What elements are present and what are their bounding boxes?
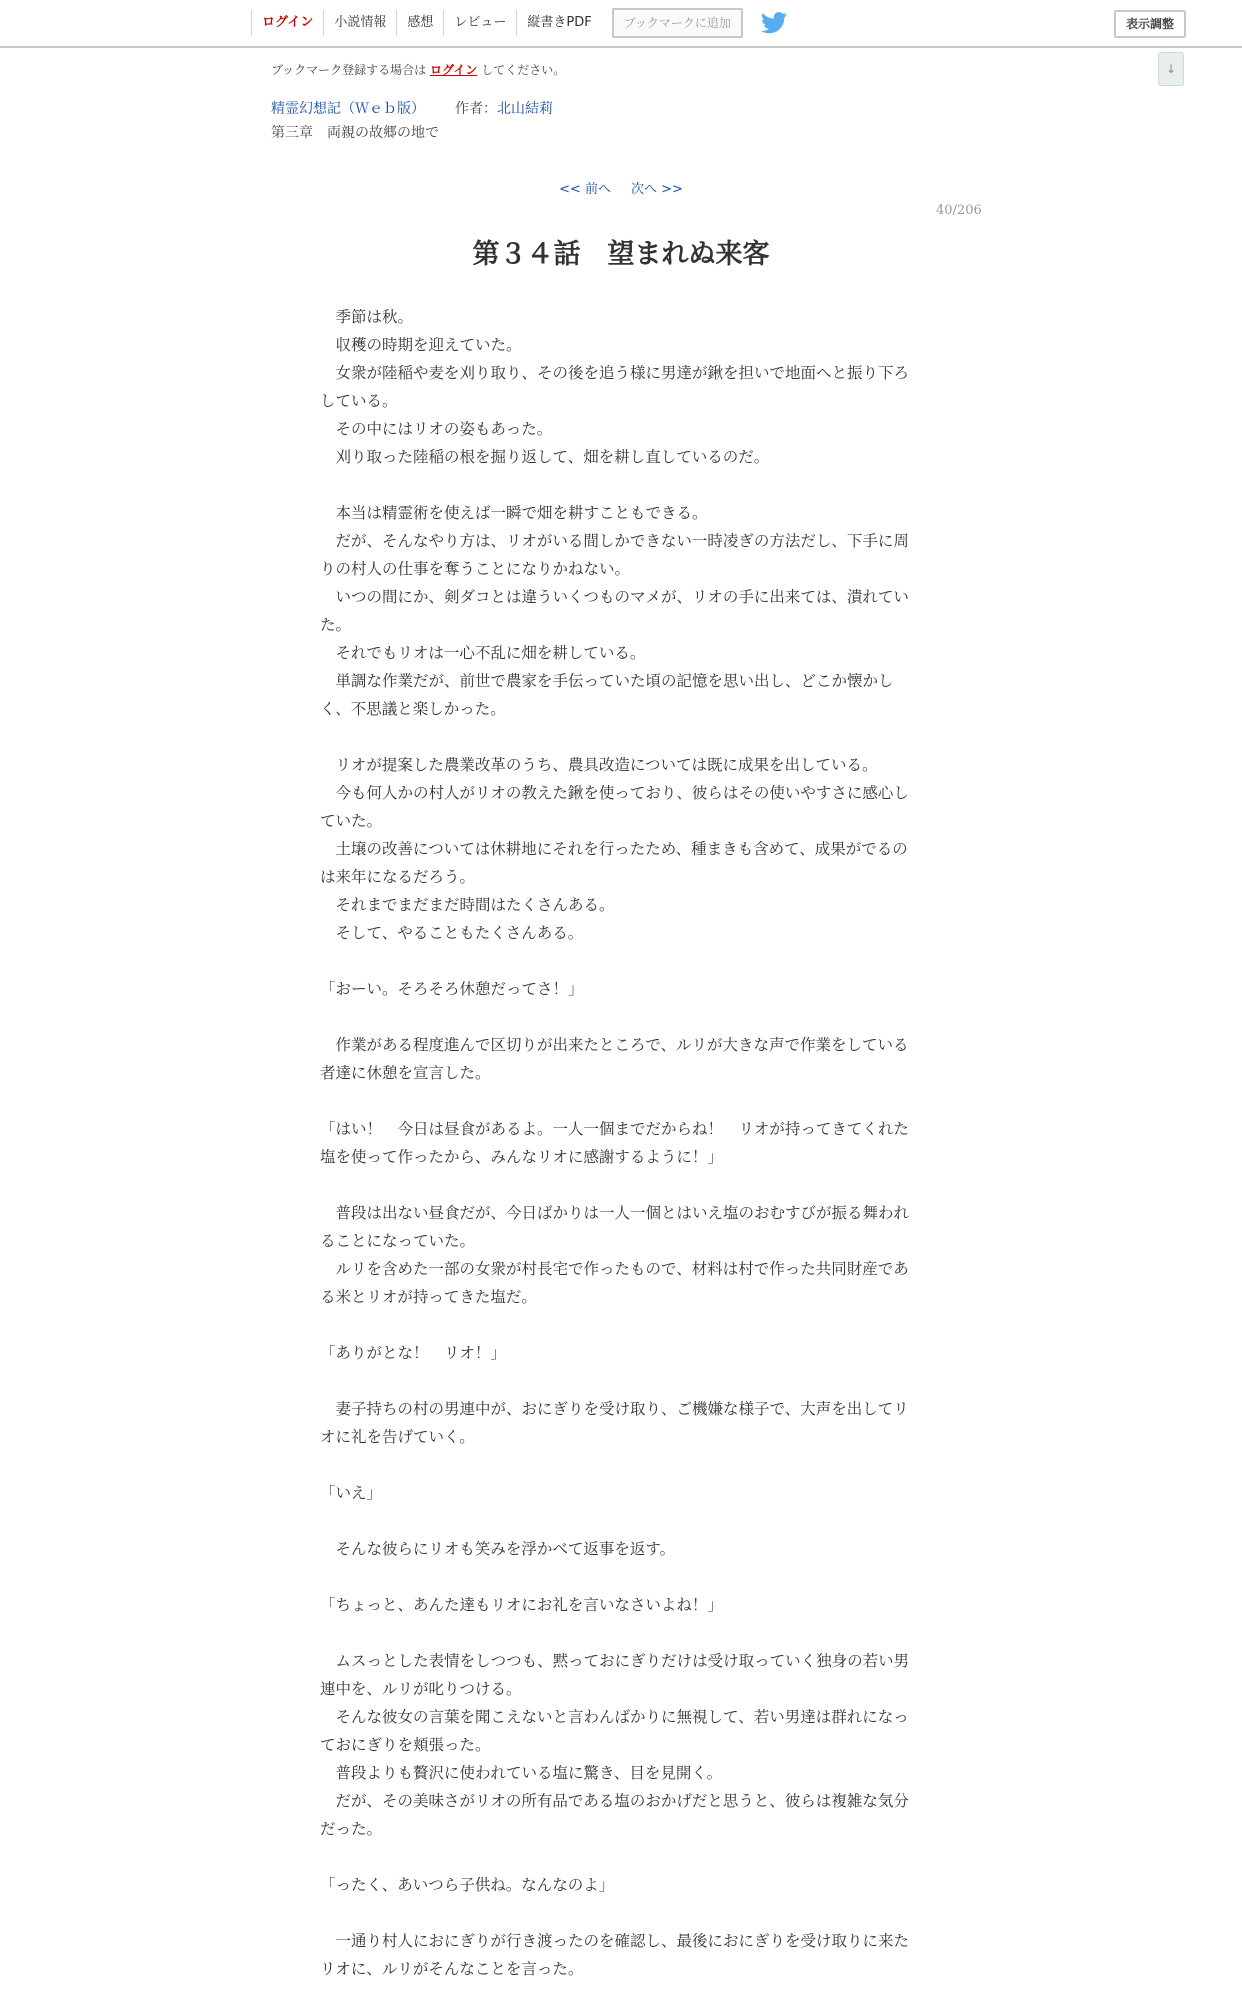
add-bookmark-button[interactable]: ブックマークに追加 [612,8,743,38]
notice-prefix: ブックマーク登録する場合は [271,63,427,77]
body-paragraph: 本当は精霊術を使えば一瞬で畑を耕すこともできる。 [320,504,708,522]
body-paragraph: だが、その美味さがリオの所有品である塩のおかげだと思うと、彼らは複雑な気分だった。 [320,1792,909,1838]
body-paragraph: 収穫の時期を迎えていた。 [320,336,522,354]
body-paragraph: それでもリオは一心不乱に畑を耕している。 [320,644,646,662]
notice-login-link[interactable]: ログイン [430,63,478,77]
blank-line [320,1451,916,1479]
blank-line [320,1843,916,1871]
chapter-title: 第三章 両親の故郷の地で [271,125,439,141]
body-paragraph: 「いえ」 [320,1484,383,1502]
body-paragraph: リオが提案した農業改革のうち、農具改造については既に成果を出している。 [320,756,878,774]
author-link[interactable]: 北山結莉 [497,101,553,117]
impressions-link[interactable]: 感想 [396,10,443,36]
vertical-pdf-link[interactable]: 縦書きPDF [516,10,601,36]
series-info [271,98,553,118]
pager [0,178,1242,197]
novel-body [320,303,916,1983]
author-label: 作者： [455,101,497,117]
body-paragraph: ルリを含めた一部の女衆が村長宅で作ったもので、材料は村で作った共同財産である米とリオが持ってきた塩だ。 [320,1260,909,1306]
main-nav [251,0,789,46]
body-paragraph: 妻子持ちの村の男連中が、おにぎりを受け取り、ご機嫌な様子で、大声を出してリオに礼を告げていく。 [320,1400,909,1446]
prev-link[interactable]: << 前へ [559,182,611,197]
body-paragraph: それまでまだまだ時間はたくさんある。 [320,896,615,914]
next-link[interactable]: 次へ >> [631,182,683,197]
notice-suffix: してください。 [481,63,566,77]
blank-line [320,1003,916,1031]
series-title-link[interactable]: 精霊幻想記（Ｗｅｂ版） [271,101,425,117]
blank-line [320,1087,916,1115]
blank-line [320,1619,916,1647]
blank-line [320,723,916,751]
body-paragraph: 今も何人かの村人がリオの教えた鍬を使っており、彼らはその使いやすさに感心していた。 [320,784,909,830]
episode-title: 第３４話 望まれぬ来客 [472,239,770,270]
blank-line [320,1311,916,1339]
login-link[interactable]: ログイン [251,10,323,36]
body-paragraph: 一通り村人におにぎりが行き渡ったのを確認し、最後におにぎりを受け取りに来たリオに、ルリがそんなことを言った。 [320,1932,910,1978]
body-paragraph: 「ありがとな！ リオ！」 [320,1344,506,1362]
body-paragraph: 作業がある程度進んで区切りが出来たところで、ルリが大きな声で作業をしている者達に休憩を宣言した。 [320,1036,909,1082]
body-paragraph: 土壌の改善については休耕地にそれを行ったため、種まきも含めて、成果がでるのは来年になるだろう。 [320,840,908,886]
body-paragraph: 普段は出ない昼食だが、今日ばかりは一人一個とはいえ塩のおむすびが振る舞われることになっていた。 [320,1204,910,1250]
body-paragraph: 「ったく、あいつら子供ね。なんなのよ」 [320,1876,615,1894]
review-link[interactable]: レビュー [443,10,516,36]
body-paragraph: そして、やることもたくさんある。 [320,924,584,942]
body-paragraph: 女衆が陸稲や麦を刈り取り、その後を追う様に男達が鍬を担いで地面へと振り下ろしている。 [320,364,910,410]
blank-line [320,1507,916,1535]
blank-line [320,947,916,975]
blank-line [320,471,916,499]
body-paragraph: 季節は秋。 [320,308,414,326]
display-settings-button[interactable]: 表示調整 [1114,10,1186,38]
body-paragraph: だが、そんなやり方は、リオがいる間しかできない一時凌ぎの方法だし、下手に周りの村人の仕事を奪うことになりかねない。 [320,532,909,578]
bookmark-notice [271,61,565,78]
body-paragraph: そんな彼らにリオも笑みを浮かべて返事を返す。 [320,1540,676,1558]
blank-line [320,1563,916,1591]
body-paragraph: ムスっとした表情をしつつも、黙っておにぎりだけは受け取っていく独身の若い男連中を、ルリが叱りつける。 [320,1652,910,1698]
page-number: 40/206 [936,203,982,218]
body-paragraph: 「はい！ 今日は昼食があるよ。一人一個までだからね！ リオが持ってきてくれた塩を使って作ったから、みんなリオに感謝するように！」 [320,1120,909,1166]
blank-line [320,1171,916,1199]
body-paragraph: 「ちょっと、あんた達もリオにお礼を言いなさいよね！」 [320,1596,723,1614]
blank-line [320,1899,916,1927]
body-paragraph: 「おーい。そろそろ休憩だってさ！」 [320,980,584,998]
blank-line [320,1367,916,1395]
body-paragraph: 普段よりも贅沢に使われている塩に驚き、目を見開く。 [320,1764,723,1782]
scroll-down-button[interactable]: ↓ [1158,52,1184,86]
twitter-icon[interactable] [761,11,789,35]
body-paragraph: いつの間にか、剣ダコとは違ういくつものマメが、リオの手に出来ては、潰れていた。 [320,588,909,634]
body-paragraph: その中にはリオの姿もあった。 [320,420,553,438]
body-paragraph: そんな彼女の言葉を聞こえないと言わんばかりに無視して、若い男達は群れになっておにぎりを頬張った。 [320,1708,909,1754]
body-paragraph: 刈り取った陸稲の根を掘り返して、畑を耕し直しているのだ。 [320,448,770,466]
body-paragraph: 単調な作業だが、前世で農家を手伝っていた頃の記憶を思い出し、どこか懐かしく、不思議と楽しかった。 [320,672,894,718]
top-nav-bar [0,0,1242,48]
novel-info-link[interactable]: 小説情報 [323,10,396,36]
